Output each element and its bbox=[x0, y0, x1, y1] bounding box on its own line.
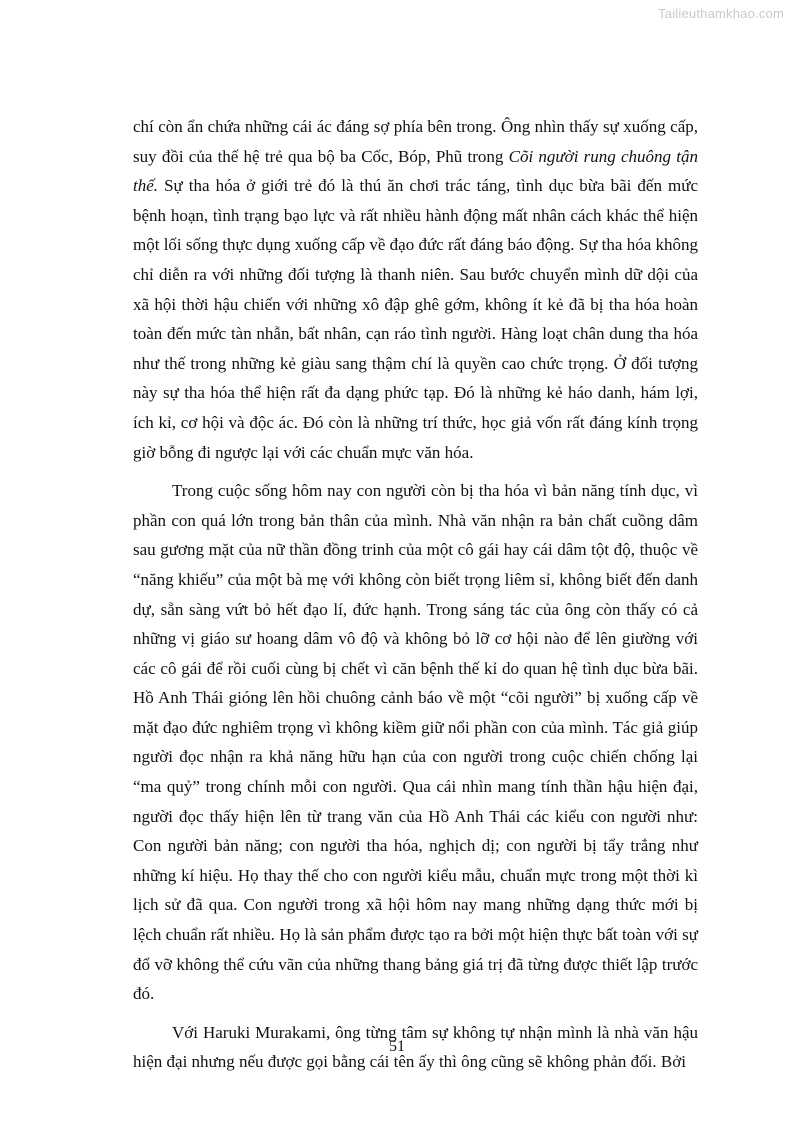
paragraph-1-text-before: chí còn ẩn chứa những cái ác đáng sợ phía bên trong. Ông nhìn thấy sự xuống cấp, suy đồi của thế hệ trẻ qua bộ ba Cốc, Bóp, Phũ trong bbox=[133, 117, 698, 166]
paragraph-2-text: Trong cuộc sống hôm nay con người còn bị tha hóa vì bản năng tính dục, vì phần con quá lớn trong bản thân của mình. Nhà văn nhận ra bản chất cuồng dâm sau gương mặt của nữ thần đồng trinh của một cô gái hay cái dâm tột độ, thuộc về “năng khiếu” của một bà mẹ với không còn biết trọng liêm sỉ, không biết đến danh dự, sẵn sàng vứt bỏ hết đạo lí, đức hạnh. Trong sáng tác của ông còn thấy có cả những vị giáo sư hoang dâm vô độ và không bỏ lỡ cơ hội nào để lên giường với các cô gái để rồi cuối cùng bị chết vì căn bệnh thế kỉ do quan hệ tình dục bừa bãi. Hồ Anh Thái gióng lên hồi chuông cảnh báo về một “cõi người” bị xuống cấp về mặt đạo đức nghiêm trọng vì không kiềm giữ nổi phần con của mình. Tác giả giúp người đọc nhận ra khả năng hữu hạn của con người trong cuộc chiến chống lại “ma quỷ” trong chính mỗi con người. Qua cái nhìn mang tính thần hậu hiện đại, người đọc thấy hiện lên từ trang văn của Hồ Anh Thái các kiểu con người như: Con người bản năng; con người tha hóa, nghịch dị; con người bị tẩy trắng như những kí hiệu. Họ thay thế cho con người kiểu mẫu, chuẩn mực trong một thời kì lịch sử đã qua. Con người trong xã hội hôm nay mang những dạng thức mới bị lệch chuẩn rất nhiều. Họ là sản phẩm được tạo ra bởi một hiện thực bất toàn với sự đổ vỡ không thể cứu vãn của những thang bảng giá trị đã từng được thiết lập trước đó. bbox=[133, 481, 698, 1004]
page-body bbox=[133, 112, 698, 1086]
paragraph-1-book-title: Cõi người rung chuông tận thế. bbox=[133, 146, 698, 196]
paragraph-1 bbox=[133, 112, 698, 467]
paragraph-1-text-after: Sự tha hóa ở giới trẻ đó là thú ăn chơi trác táng, tình dục bừa bãi đến mức bệnh hoạn, tình trạng bạo lực và rất nhiều hành động mất nhân cách khác thể hiện một lối sống thực dụng xuống cấp về đạo đức rất đáng báo động. Sự tha hóa không chỉ diễn ra với những đối tượng là thanh niên. Sau bước chuyển mình dữ dội của xã hội thời hậu chiến với những xô đập ghê gớm, không ít kẻ đã bị tha hóa hoàn toàn đến mức tàn nhẫn, bất nhân, cạn ráo tình người. Hàng loạt chân dung tha hóa như thế trong những kẻ giàu sang thậm chí là quyền cao chức trọng. Ở đối tượng này sự tha hóa thể hiện rất đa dạng phức tạp. Đó là những kẻ háo danh, hám lợi, ích kỉ, cơ hội và độc ác. Đó còn là những trí thức, học giả vốn rất đáng kính trọng giờ bỗng đi ngược lại với các chuẩn mực văn hóa. bbox=[133, 176, 698, 462]
paragraph-3-text: Với Haruki Murakami, ông từng tâm sự không tự nhận mình là nhà văn hậu hiện đại nhưng nếu được gọi bằng cái tên ấy thì ông cũng sẽ không phản đối. Bởi bbox=[133, 1022, 698, 1072]
watermark-text: Tailieuthamkhao.com bbox=[658, 6, 784, 21]
paragraph-2 bbox=[133, 476, 698, 1009]
page-number: 51 bbox=[389, 1038, 405, 1055]
